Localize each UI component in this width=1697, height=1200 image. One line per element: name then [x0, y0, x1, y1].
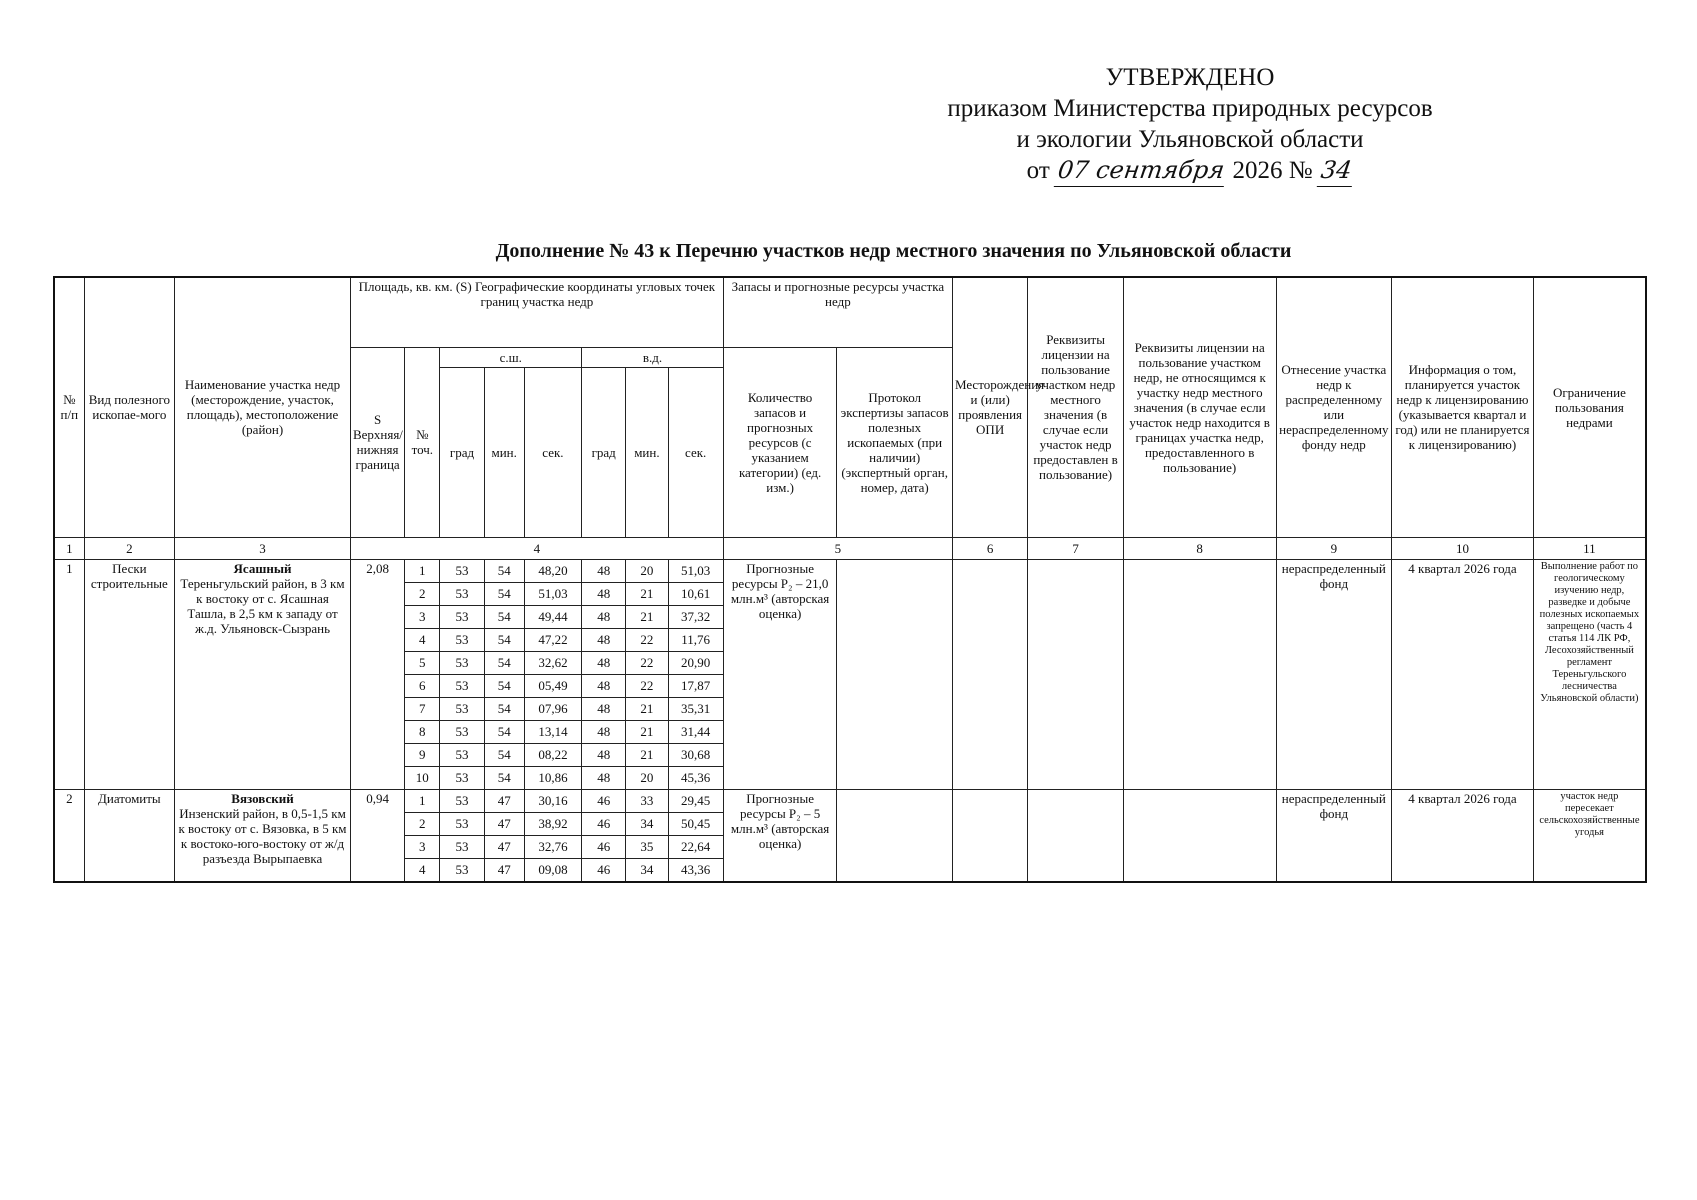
lon-deg: 48: [582, 651, 626, 674]
lon-sec: 50,45: [668, 812, 723, 835]
lon-sec: 20,90: [668, 651, 723, 674]
lon-deg: 48: [582, 582, 626, 605]
lat-min: 47: [484, 858, 524, 882]
plot-cell: [175, 559, 351, 789]
lat-min: 54: [484, 697, 524, 720]
lon-deg: 48: [582, 674, 626, 697]
header-lat-min: мин.: [484, 367, 524, 537]
reserves-protocol: [837, 559, 953, 789]
area-value: 2,08: [350, 559, 404, 789]
plot-location: Инзенский район, в 0,5-1,5 км к востоку от с. Вязовка, в 5 км к востоко-юго-востоку от ж/д разъезда Вырыпаевка: [178, 805, 347, 866]
lon-deg: 48: [582, 697, 626, 720]
fund-status: нераспределенный фонд: [1276, 559, 1392, 789]
column-number: 3: [175, 537, 351, 559]
lon-deg: 46: [582, 789, 626, 812]
reserves-protocol: [837, 789, 953, 882]
point-number: 4: [405, 858, 440, 882]
lat-min: 47: [484, 789, 524, 812]
header-reserves-quantity: Количество запасов и прогнозных ресурсов (с указанием категории) (ед. изм.): [723, 347, 837, 537]
lon-min: 22: [626, 651, 668, 674]
header-lon-sec: сек.: [668, 367, 723, 537]
lat-sec: 49,44: [524, 605, 581, 628]
plot-location: Тереньгульский район, в 3 км к востоку от с. Ясашная Ташла, в 2,5 км к западу от ж.д. Ульяновск-Сызрань: [180, 575, 345, 636]
lon-sec: 51,03: [668, 559, 723, 582]
lon-min: 35: [626, 835, 668, 858]
header-license-other: Реквизиты лицензии на пользование участком недр, не относящимся к участку недр местного значения (в случае если участок недр находится в границах участка недр, предоставленного в пользование): [1123, 277, 1276, 537]
license-local: [1028, 789, 1123, 882]
lat-sec: 48,20: [524, 559, 581, 582]
lat-deg: 53: [440, 582, 484, 605]
lat-min: 54: [484, 674, 524, 697]
lat-deg: 53: [440, 628, 484, 651]
lat-sec: 10,86: [524, 766, 581, 789]
lon-sec: 22,64: [668, 835, 723, 858]
lat-min: 54: [484, 720, 524, 743]
lon-sec: 37,32: [668, 605, 723, 628]
lat-min: 54: [484, 766, 524, 789]
lon-sec: 29,45: [668, 789, 723, 812]
plot-name: Ясашный: [233, 560, 292, 576]
point-number: 1: [405, 789, 440, 812]
point-number: 4: [405, 628, 440, 651]
lat-deg: 53: [440, 743, 484, 766]
point-number: 9: [405, 743, 440, 766]
column-number: 9: [1276, 537, 1392, 559]
lat-min: 54: [484, 743, 524, 766]
header-lon-deg: град: [582, 367, 626, 537]
point-number: 3: [405, 605, 440, 628]
lon-sec: 45,36: [668, 766, 723, 789]
lat-deg: 53: [440, 651, 484, 674]
column-number: 8: [1123, 537, 1276, 559]
reserves-quantity: Прогнозные ресурсы P₂ – 5 млн.м³ (авторская оценка): [723, 789, 837, 882]
header-deposits: Месторождения и (или) проявления ОПИ: [952, 277, 1027, 537]
license-local: [1028, 559, 1123, 789]
header-fund: Отнесение участка недр к распределенному или нераспределенному фонду недр: [1276, 277, 1392, 537]
lat-min: 54: [484, 628, 524, 651]
lon-deg: 46: [582, 835, 626, 858]
lat-deg: 53: [440, 766, 484, 789]
lat-deg: 53: [440, 789, 484, 812]
lon-sec: 30,68: [668, 743, 723, 766]
header-point-number: № точ.: [405, 347, 440, 537]
mineral-type: Диатомиты: [84, 789, 174, 882]
plot-name: Вязовский: [231, 790, 294, 806]
column-number: 2: [84, 537, 174, 559]
lon-min: 34: [626, 812, 668, 835]
lon-min: 21: [626, 582, 668, 605]
approval-line-1: приказом Министерства природных ресурсов: [947, 95, 1433, 122]
lon-deg: 48: [582, 720, 626, 743]
lon-min: 20: [626, 766, 668, 789]
lon-deg: 48: [582, 559, 626, 582]
header-plot-name: Наименование участка недр (месторождение, участок, площадь), местоположение (район): [175, 277, 351, 537]
table-row: [54, 559, 1646, 582]
lon-min: 21: [626, 743, 668, 766]
lat-min: 54: [484, 582, 524, 605]
restrictions: участок недр пересекает сельскохозяйственные угодья: [1533, 789, 1646, 882]
lat-min: 54: [484, 651, 524, 674]
header-licensing-plan: Информация о том, планируется участок недр к лицензированию (указывается квартал и год) или не планируется к лицензированию): [1392, 277, 1534, 537]
lon-min: 21: [626, 605, 668, 628]
point-number: 5: [405, 651, 440, 674]
lat-sec: 38,92: [524, 812, 581, 835]
lon-min: 21: [626, 720, 668, 743]
lat-deg: 53: [440, 605, 484, 628]
header-area-s: S Верхняя/нижняя граница: [350, 347, 404, 537]
header-license-local: Реквизиты лицензии на пользование участком недр местного значения (в случае если участок недр предоставлен в пользование): [1028, 277, 1123, 537]
header-lon-min: мин.: [626, 367, 668, 537]
year-number-label: 2026 №: [1232, 157, 1313, 184]
deposits: [952, 789, 1027, 882]
column-number: 4: [350, 537, 723, 559]
lon-sec: 31,44: [668, 720, 723, 743]
approval-line-2: и экологии Ульяновской области: [1016, 126, 1364, 153]
column-number: 6: [952, 537, 1027, 559]
area-value: 0,94: [350, 789, 404, 882]
lat-deg: 53: [440, 697, 484, 720]
reserves-quantity: Прогнозные ресурсы P₂ – 21,0 млн.м³ (авторская оценка): [723, 559, 837, 789]
document-title: Дополнение № 43 к Перечню участков недр местного значения по Ульяновской области: [495, 240, 1292, 262]
mineral-type: Пески строительные: [84, 559, 174, 789]
lon-sec: 10,61: [668, 582, 723, 605]
lon-min: 22: [626, 628, 668, 651]
header-mineral-type: Вид полезного ископае-мого: [84, 277, 174, 537]
lat-deg: 53: [440, 674, 484, 697]
point-number: 3: [405, 835, 440, 858]
handwritten-date: 07 сентября: [1054, 155, 1229, 187]
lat-sec: 13,14: [524, 720, 581, 743]
lat-sec: 07,96: [524, 697, 581, 720]
column-number: 11: [1533, 537, 1646, 559]
lon-min: 22: [626, 674, 668, 697]
lon-sec: 35,31: [668, 697, 723, 720]
lat-sec: 05,49: [524, 674, 581, 697]
header-lat-sec: сек.: [524, 367, 581, 537]
lon-deg: 48: [582, 605, 626, 628]
point-number: 1: [405, 559, 440, 582]
approval-block: [760, 62, 1620, 187]
column-number: 1: [54, 537, 84, 559]
license-other: [1123, 789, 1276, 882]
lat-min: 47: [484, 812, 524, 835]
lat-sec: 30,16: [524, 789, 581, 812]
lat-deg: 53: [440, 559, 484, 582]
column-number: 7: [1028, 537, 1123, 559]
header-area-coordinates: Площадь, кв. км. (S) Географические координаты угловых точек границ участка недр: [350, 277, 723, 347]
fund-status: нераспределенный фонд: [1276, 789, 1392, 882]
lon-min: 21: [626, 697, 668, 720]
licensing-plan: 4 квартал 2026 года: [1392, 789, 1534, 882]
deposits: [952, 559, 1027, 789]
lon-sec: 17,87: [668, 674, 723, 697]
table-row: [54, 789, 1646, 812]
header-latitude: с.ш.: [440, 347, 582, 367]
approval-title: УТВЕРЖДЕНО: [1105, 64, 1275, 91]
header-longitude: в.д.: [582, 347, 724, 367]
header-lat-deg: град: [440, 367, 484, 537]
lat-sec: 32,76: [524, 835, 581, 858]
lat-deg: 53: [440, 812, 484, 835]
point-number: 2: [405, 582, 440, 605]
lon-min: 33: [626, 789, 668, 812]
lat-deg: 53: [440, 835, 484, 858]
header-reserves-protocol: Протокол экспертизы запасов полезных ископаемых (при наличии) (экспертный орган, номер, дата): [837, 347, 953, 537]
column-number: 5: [723, 537, 952, 559]
lon-min: 34: [626, 858, 668, 882]
column-number-row: [54, 537, 1646, 559]
column-number: 10: [1392, 537, 1534, 559]
point-number: 7: [405, 697, 440, 720]
lon-deg: 48: [582, 743, 626, 766]
point-number: 8: [405, 720, 440, 743]
header-reserves-group: Запасы и прогнозные ресурсы участка недр: [723, 277, 952, 347]
restrictions: Выполнение работ по геологическому изучению недр, разведке и добыче полезных ископаемых запрещено (часть 4 статья 114 ЛК РФ, Лесохозяйственный регламент Тереньгульского лесничества Ульяновской области): [1533, 559, 1646, 789]
lat-deg: 53: [440, 720, 484, 743]
lat-sec: 09,08: [524, 858, 581, 882]
point-number: 6: [405, 674, 440, 697]
lat-sec: 32,62: [524, 651, 581, 674]
lat-sec: 47,22: [524, 628, 581, 651]
subsoil-plots-table: [53, 276, 1647, 883]
lat-deg: 53: [440, 858, 484, 882]
lon-min: 20: [626, 559, 668, 582]
license-other: [1123, 559, 1276, 789]
point-number: 10: [405, 766, 440, 789]
lat-sec: 51,03: [524, 582, 581, 605]
handwritten-number: 34: [1317, 155, 1356, 187]
lon-deg: 46: [582, 812, 626, 835]
lat-min: 47: [484, 835, 524, 858]
lat-min: 54: [484, 605, 524, 628]
lat-min: 54: [484, 559, 524, 582]
lon-deg: 48: [582, 766, 626, 789]
date-prefix: от: [1026, 157, 1050, 184]
lon-sec: 43,36: [668, 858, 723, 882]
row-number: 1: [54, 559, 84, 789]
header-restrictions: Ограничение пользования недрами: [1533, 277, 1646, 537]
point-number: 2: [405, 812, 440, 835]
lon-deg: 46: [582, 858, 626, 882]
licensing-plan: 4 квартал 2026 года: [1392, 559, 1534, 789]
lon-sec: 11,76: [668, 628, 723, 651]
lon-deg: 48: [582, 628, 626, 651]
plot-cell: [175, 789, 351, 882]
lat-sec: 08,22: [524, 743, 581, 766]
approval-date-line: [760, 155, 1620, 187]
header-number: № п/п: [54, 277, 84, 537]
row-number: 2: [54, 789, 84, 882]
